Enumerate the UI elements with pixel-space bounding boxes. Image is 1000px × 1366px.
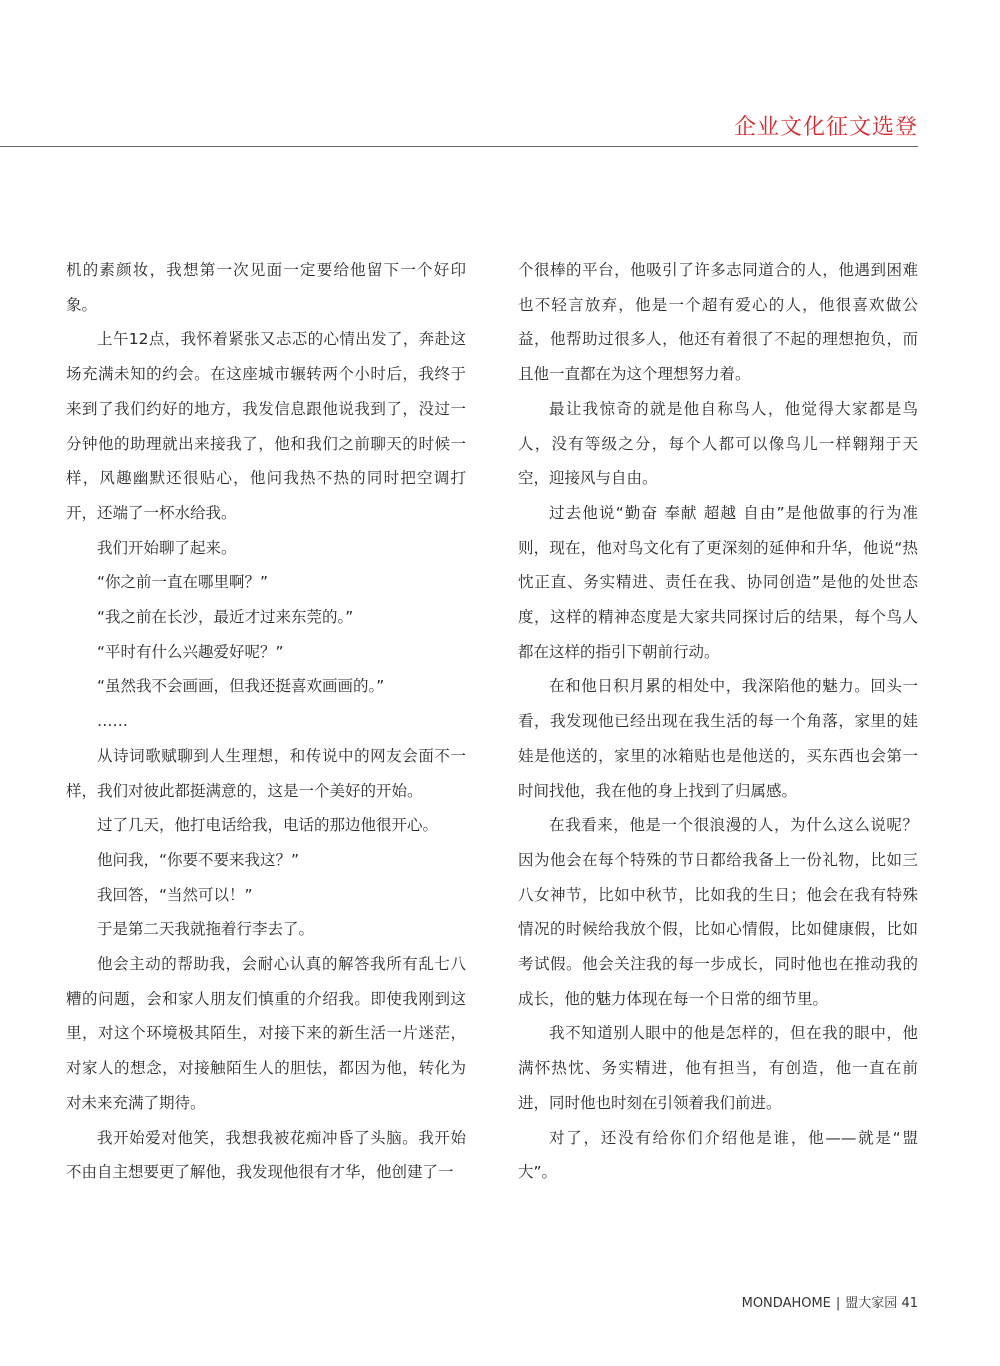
dialogue-line: 我回答，“当然可以！”: [97, 885, 253, 904]
footer-magazine-name: 盟大家园: [845, 1296, 898, 1311]
paragraph: 我开始爱对他笑，我想我被花痴冲昏了头脑。我开始不由自主想要更了解他，我发现他很有才华，他创建了一: [66, 1128, 466, 1182]
paragraph: 个很棒的平台，他吸引了许多志同道合的人，他遇到困难也不轻言放弃，他是一个超有爱心的人，他很喜欢做公益，他帮助过很多人，他还有着很了不起的理想抱负，而且他一直都在为这个理想努力着。: [518, 261, 918, 384]
header-divider: [0, 146, 918, 147]
paragraph: 过了几天，他打电话给我，电话的那边他很开心。: [97, 816, 439, 835]
dialogue-line: “你之前一直在哪里啊？”: [97, 573, 269, 592]
page-number: 41: [901, 1296, 918, 1311]
paragraph: 对了，还没有给你们介绍他是谁，他——就是“盟大”。: [518, 1128, 918, 1182]
paragraph: 我们开始聊了起来。: [97, 538, 237, 557]
footer-separator: |: [835, 1296, 841, 1311]
paragraph: 从诗词歌赋聊到人生理想，和传说中的网友会面不一样，我们对彼此都挺满意的，这是一个美好的开始。: [66, 746, 466, 800]
paragraph: 我不知道别人眼中的他是怎样的，但在我的眼中，他满怀热忱、务实精进，他有担当，有创造，他一直在前进，同时他也时刻在引领着我们前进。: [518, 1024, 918, 1112]
paragraph: 在和他日积月累的相处中，我深陷他的魅力。回头一看，我发现他已经出现在我生活的每一个角落，家里的娃娃是他送的，家里的冰箱贴也是他送的，买东西也会第一时间找他，我在他的身上找到了归属感。: [518, 677, 918, 800]
dialogue-line: “平时有什么兴趣爱好呢？”: [97, 642, 284, 661]
dialogue-line: 他问我，“你要不要来我这？”: [97, 850, 300, 869]
dialogue-line: “虽然我不会画画，但我还挺喜欢画画的。”: [97, 677, 385, 696]
section-title: 企业文化征文选登: [733, 115, 918, 140]
dialogue-line: “我之前在长沙，最近才过来东莞的。”: [97, 608, 354, 627]
page-footer: [742, 1292, 918, 1311]
paragraph: 机的素颜妆，我想第一次见面一定要给他留下一个好印象。: [66, 261, 466, 314]
ellipsis-line: ……: [97, 712, 128, 731]
paragraph: 上午12点，我怀着紧张又忐忑的心情出发了，奔赴这场充满未知的约会。在这座城市辗转两个小时后，我终于来到了我们约好的地方，我发信息跟他说我到了，没过一分钟他的助理就出来接我了，他和我们之前聊天的时候一样，风趣幽默还很贴心，他问我热不热的同时把空调打开，还端了一杯水给我。: [66, 330, 466, 522]
paragraph: 在我看来，他是一个很浪漫的人，为什么这么说呢？因为他会在每个特殊的节日都给我备上一份礼物，比如三八女神节，比如中秋节，比如我的生日；他会在我有特殊情况的时候给我放个假，比如心情假，比如健康假，比如考试假。他会关注我的每一步成长，同时他也在推动我的成长，他的魅力体现在每一个日常的细节里。: [518, 816, 918, 1008]
paragraph: 过去他说“勤奋 奉献 超越 自由”是他做事的行为准则，现在，他对鸟文化有了更深刻的延伸和升华，他说“热忱正直、务实精进、责任在我、协同创造”是他的处世态度，这样的精神态度是大家共同探讨后的结果，每个鸟人都在这样的指引下朝前行动。: [518, 503, 918, 661]
left-text-column: [66, 253, 466, 1190]
right-text-column: [518, 253, 918, 1190]
paragraph: 他会主动的帮助我，会耐心认真的解答我所有乱七八糟的问题，会和家人朋友们慎重的介绍我。即使我刚到这里，对这个环境极其陌生，对接下来的新生活一片迷茫，对家人的想念，对接触陌生人的胆怯，都因为他，转化为对未来充满了期待。: [66, 955, 466, 1112]
footer-brand: MONDAHOME: [741, 1296, 831, 1311]
paragraph: 最让我惊奇的就是他自称鸟人，他觉得大家都是鸟人，没有等级之分，每个人都可以像鸟儿一样翱翔于天空，迎接风与自由。: [518, 399, 918, 488]
paragraph: 于是第二天我就拖着行李去了。: [97, 920, 315, 939]
